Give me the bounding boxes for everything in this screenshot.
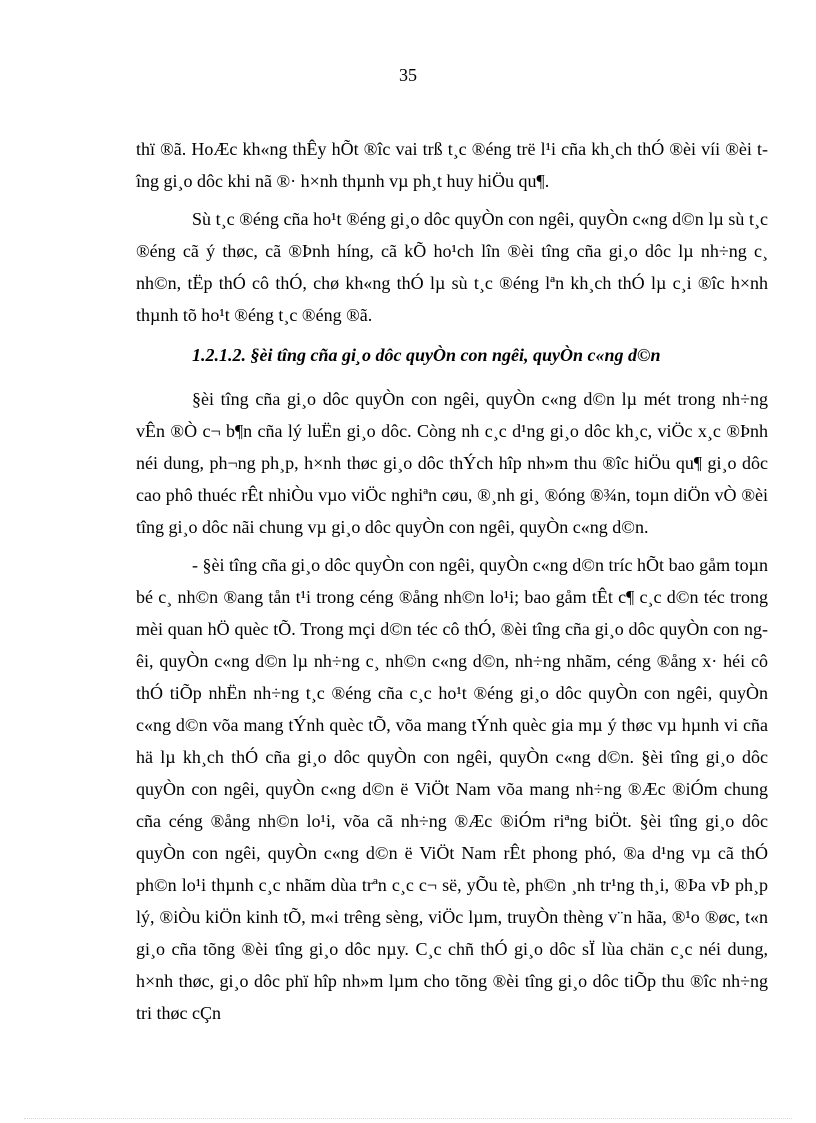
document-body [136, 133, 768, 1035]
page-number: 35 [399, 65, 417, 85]
section-heading: 1.2.1.2. §èi tîng cña gi¸o dôc quyÒn con ngêi, quyÒn c«ng d©n [192, 345, 661, 365]
paragraph-object-details: - §èi tîng cña gi¸o dôc quyÒn con ngêi, quyÒn c«ng d©n tríc hÕt bao gåm toµn bé c¸ nh©n ®ang tån t¹i trong céng ®ång nh©n lo¹i; bao gåm tÊt c¶ c¸c d©n téc trong mèi quan hÖ quèc tÕ. Trong mçi d©n téc cô thÓ, ®èi tîng cña gi¸o dôc quyÒn con ngêi, quyÒn c«ng d©n lµ nh÷ng c¸ nh©n c«ng d©n, nh÷ng nhãm, céng ®ång x· héi cô thÓ tiÕp nhËn nh÷ng t¸c ®éng cña c¸c ho¹t ®éng gi¸o dôc quyÒn con ngêi, quyÒn c«ng d©n võa mang tÝnh quèc tÕ, võa mang tÝnh quèc gia mµ ý thøc vµ hµnh vi cña hä lµ kh¸ch thÓ cña gi¸o dôc quyÒn con ngêi, quyÒn c«ng d©n. §èi tîng gi¸o dôc quyÒn con ngêi, quyÒn c«ng d©n ë ViÖt Nam võa mang nh÷ng ®Æc ®iÓm chung cña céng ®ång nh©n lo¹i, võa cã nh÷ng ®Æc ®iÓm riªng biÖt. §èi tîng gi¸o dôc quyÒn con ngêi, quyÒn c«ng d©n ë ViÖt Nam rÊt phong phó, ®a d¹ng vµ cã thÓ ph©n lo¹i thµnh c¸c nhãm dùa trªn c¸c c¬ së, yÕu tè, ph©n ¸nh tr¹ng th¸i, ®Þa vÞ ph¸p lý, ®iÒu kiÖn kinh tÕ, m«i trêng sèng, viÖc lµm, truyÒn thèng v¨n hãa, ®¹o ®øc, t«n gi¸o cña tõng ®èi tîng gi¸o dôc nµy. C¸c chñ thÓ gi¸o dôc sÏ lùa chän c¸c néi dung, h×nh thøc, gi¸o dôc phï hîp nh»m lµm cho tõng ®èi tîng gi¸o dôc tiÕp thu ®îc nh÷ng tri thøc cÇn [136, 555, 768, 1023]
page-bottom-divider [24, 1118, 792, 1119]
paragraph-object-overview: §èi tîng cña gi¸o dôc quyÒn con ngêi, quyÒn c«ng d©n lµ mét trong nh÷ng vÊn ®Ò c¬ b¶n cña lý luËn gi¸o dôc. Còng nh c¸c d¹ng gi¸o dôc kh¸c, viÖc x¸c ®Þnh néi dung, ph¬ng ph¸p, h×nh thøc gi¸o dôc thÝch hîp nh»m thu ®îc hiÖu qu¶ gi¸o dôc cao phô thuéc rÊt nhiÒu vµo viÖc nghiªn cøu, ®¸nh gi¸ ®óng ®¾n, toµn diÖn vÒ ®èi tîng gi¸o dôc nãi chung vµ gi¸o dôc quyÒn con ngêi, quyÒn c«ng d©n. [136, 389, 768, 537]
paragraph-impact: Sù t¸c ®éng cña ho¹t ®éng gi¸o dôc quyÒn con ngêi, quyÒn c«ng d©n lµ sù t¸c ®éng cã ý thøc, cã ®Þnh híng, cã kÕ ho¹ch lîn ®èi tîng cña gi¸o dôc lµ nh÷ng c¸ nh©n, tËp thÓ cô thÓ, chø kh«ng thÓ lµ sù t¸c ®éng lªn kh¸ch thÓ lµ c¸i ®îc h×nh thµnh tõ ho¹t ®éng t¸c ®éng ®ã. [136, 209, 768, 325]
paragraph-continuation: thï ®ã. HoÆc kh«ng thÊy hÕt ®îc vai trß t¸c ®éng trë l¹i cña kh¸ch thÓ ®èi víi ®èi tîng gi¸o dôc khi nã ®· h×nh thµnh vµ ph¸t huy hiÖu qu¶. [136, 139, 768, 191]
